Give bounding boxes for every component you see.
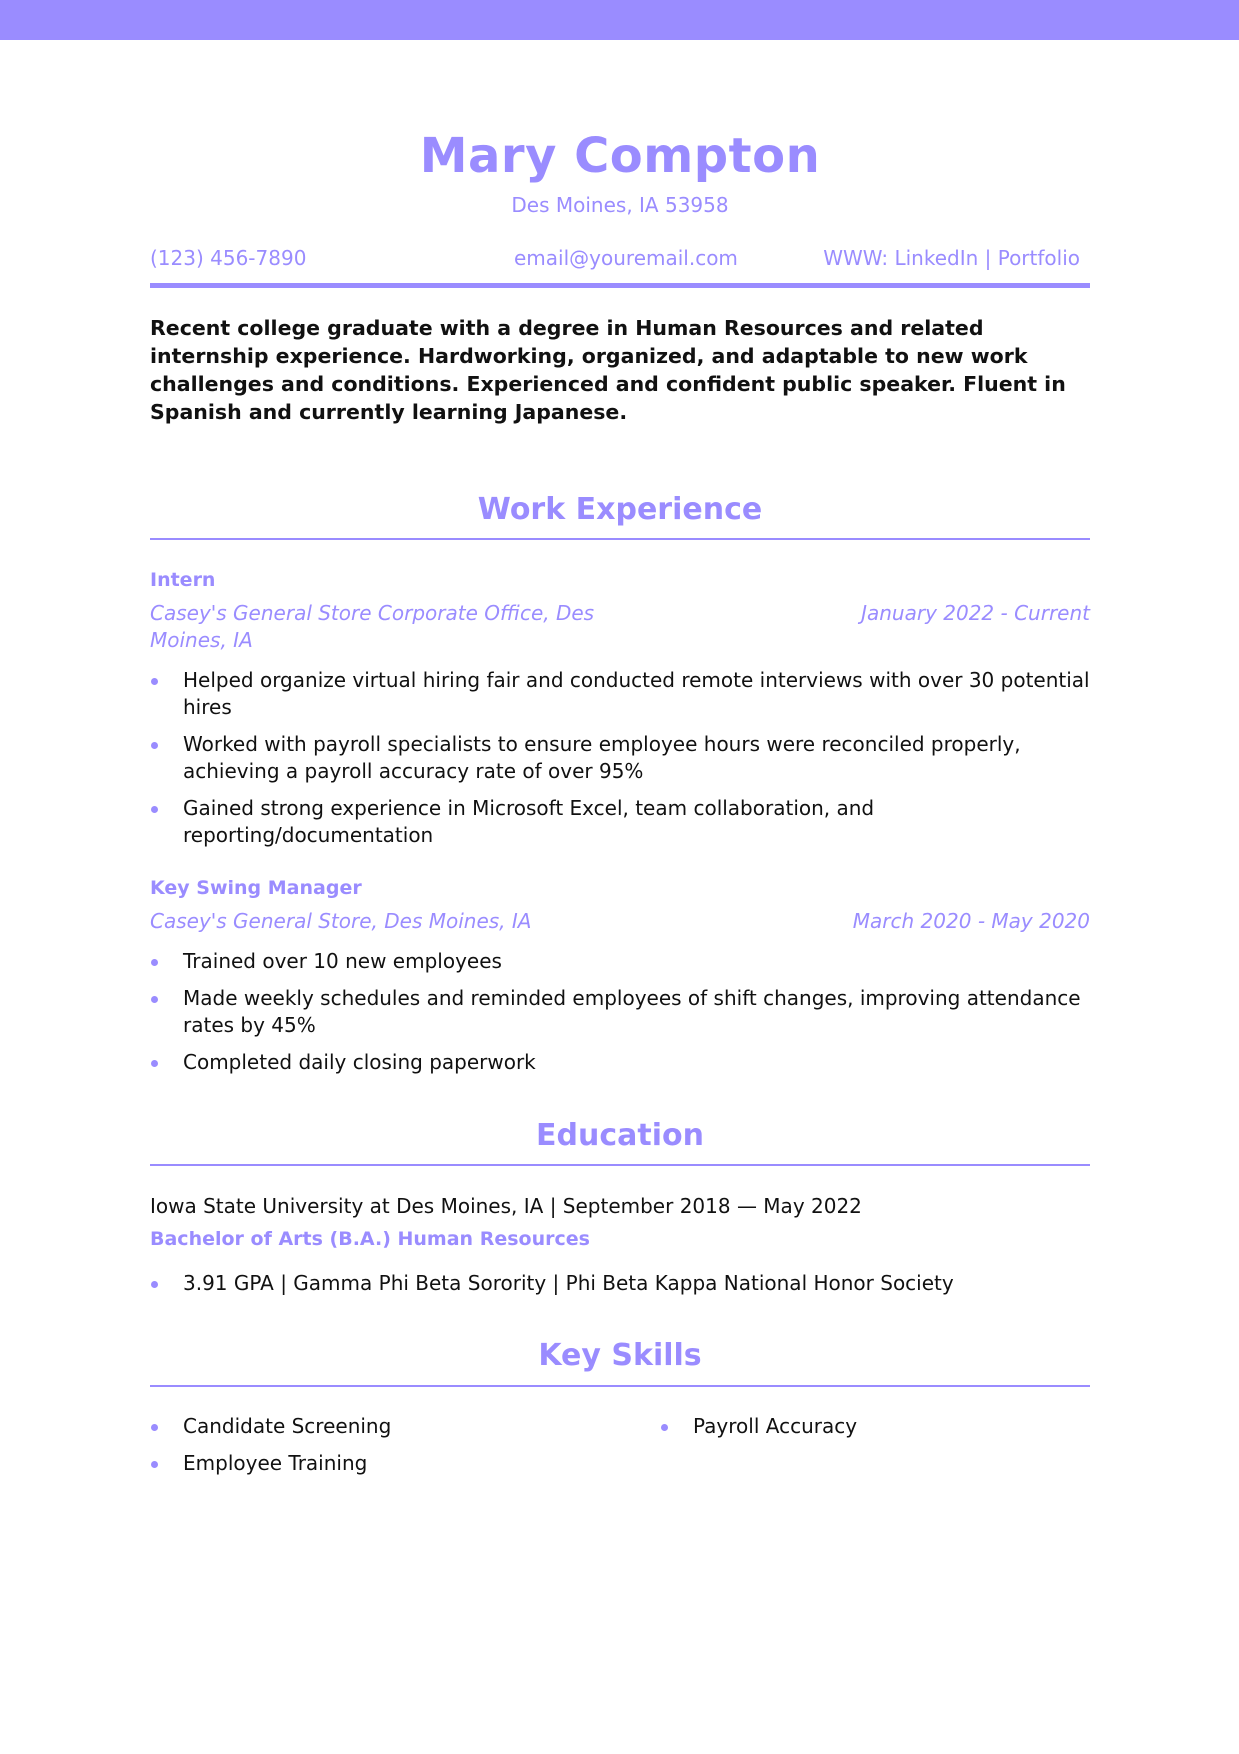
bullet-text: Gained strong experience in Microsoft Excel, team collaboration, and reporting/documentation [183,796,875,847]
list-item [660,1413,1093,1440]
job-title: Intern [150,569,216,591]
bullet-dot-icon [151,996,158,1003]
bullet-dot-icon [151,1424,158,1431]
skills-right-column [660,1413,1093,1450]
job-bullets [150,948,1090,1086]
email-address[interactable]: email@youremail.com [514,246,738,270]
bullet-dot-icon [151,1060,158,1067]
key-skills-heading: Key Skills [538,1338,702,1373]
bullet-dot-icon [151,1461,158,1468]
job-company: Casey's General Store Corporate Office, Des Moines, IA [150,601,595,652]
education-bullets [150,1270,1090,1307]
bullet-text: 3.91 GPA | Gamma Phi Beta Sorority | Phi Beta Kappa National Honor Society [183,1271,954,1295]
skill-text: Candidate Screening [183,1414,392,1438]
work-experience-heading: Work Experience [477,492,763,527]
list-item [150,1450,583,1477]
list-item [150,1049,1093,1076]
top-accent-bar [0,0,1239,40]
skills-left-column [150,1413,583,1487]
candidate-name: Mary Compton [419,128,821,184]
web-links[interactable]: WWW: LinkedIn | Portfolio [823,246,1080,270]
list-item [150,795,1093,849]
professional-summary: Recent college graduate with a degree in Human Resources and related internship experience. Hardworking, organized, and adaptable to new work challenges and conditions. Experienced and confident public speaker. Fluent in Spanish and currently learning Japanese. [150,316,1066,424]
job-dates: January 2022 - Current [861,601,1090,625]
job-company: Casey's General Store, Des Moines, IA [150,909,532,933]
bullet-text: Completed daily closing paperwork [183,1050,536,1074]
education-heading: Education [536,1118,704,1153]
bullet-dot-icon [151,806,158,813]
header-divider [150,283,1090,288]
bullet-dot-icon [151,742,158,749]
candidate-address: Des Moines, IA 53958 [511,193,729,217]
job-bullets [150,667,1090,859]
bullet-text: Worked with payroll specialists to ensure employee hours were reconciled properly, achieving a payroll accuracy rate of over 95% [183,732,1021,783]
bullet-text: Made weekly schedules and reminded employees of shift changes, improving attendance rates by 45% [183,986,1081,1037]
phone-number: (123) 456-7890 [150,246,307,270]
list-item [150,1270,1093,1297]
contact-row [150,244,1090,272]
list-item [150,1413,583,1440]
key-skills-divider [150,1385,1090,1387]
bullet-dot-icon [151,1281,158,1288]
degree-title: Bachelor of Arts (B.A.) Human Resources [150,1228,590,1250]
bullet-dot-icon [151,678,158,685]
list-item [150,948,1093,975]
skill-text: Employee Training [183,1451,368,1475]
bullet-text: Trained over 10 new employees [183,949,502,973]
bullet-dot-icon [661,1424,668,1431]
list-item [150,731,1093,785]
job-title: Key Swing Manager [150,877,362,899]
bullet-text: Helped organize virtual hiring fair and conducted remote interviews with over 30 potential hires [183,668,1090,719]
bullet-dot-icon [151,959,158,966]
job-dates: March 2020 - May 2020 [852,909,1090,933]
school-line: Iowa State University at Des Moines, IA | September 2018 — May 2022 [150,1194,862,1218]
list-item [150,985,1093,1039]
education-divider [150,1164,1090,1166]
list-item [150,667,1093,721]
work-experience-divider [150,538,1090,540]
skill-text: Payroll Accuracy [693,1414,858,1438]
